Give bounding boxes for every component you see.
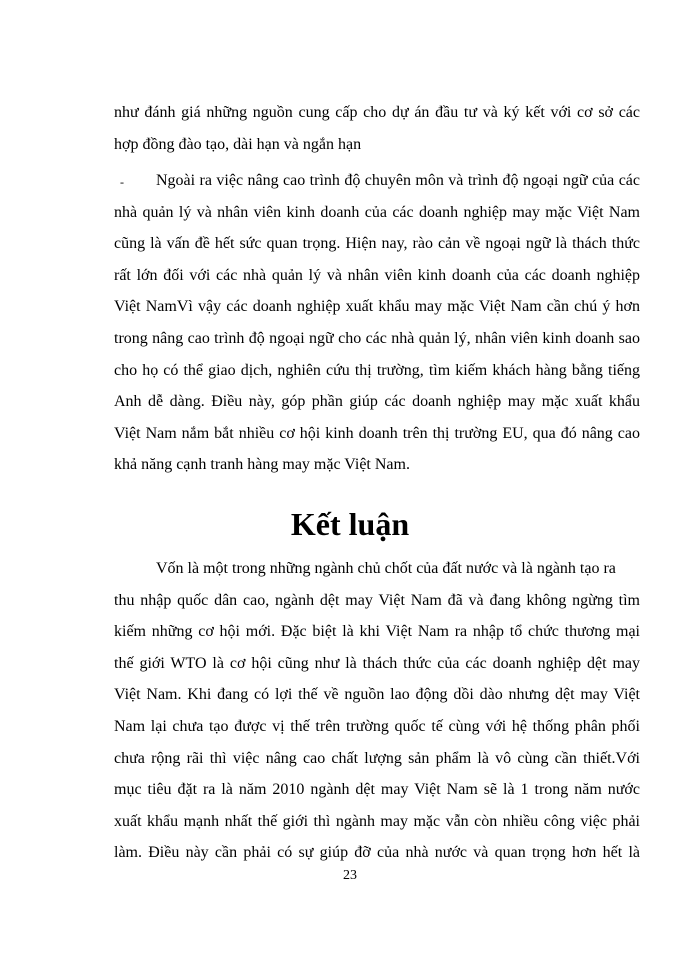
page-number: 23: [343, 868, 357, 883]
paragraph-line: khả năng cạnh tranh hàng may mặc Việt Nam.: [114, 456, 410, 474]
paragraph-line: hợp đồng đào tạo, dài hạn và ngắn hạn: [114, 135, 362, 153]
paragraph-line: Nam lại chưa tạo được vị thế trên trường quốc tế cùng với hệ thống phân phối: [114, 717, 640, 735]
paragraph-line: Việt NamVì vậy các doanh nghiệp xuất khẩu may mặc Việt Nam cần chú ý hơn: [114, 298, 640, 316]
paragraph-line: thu nhập quốc dân cao, ngành dệt may Việt Nam đã và đang không ngừng tìm: [114, 591, 640, 609]
conclusion-paragraph: [114, 553, 640, 869]
paragraph-line: trong nâng cao trình độ ngoại ngữ cho các nhà quản lý, nhân viên kinh doanh sao: [114, 329, 640, 347]
paragraph-line: Vốn là một trong những ngành chủ chốt của đất nước và là ngành tạo ra: [156, 560, 616, 577]
paragraph-line: kiếm những cơ hội mới. Đặc biệt là khi Việt Nam ra nhập tổ chức thương mại: [114, 623, 640, 641]
bullet-first-line: [114, 165, 640, 197]
paragraph-line: như đánh giá những nguồn cung cấp cho dự án đầu tư và ký kết với cơ sở các: [114, 104, 640, 121]
paragraph-line: mục tiêu đặt ra là năm 2010 ngành dệt may Việt Nam sẽ là 1 trong năm nước: [114, 781, 640, 799]
section-heading: Kết luận: [290, 506, 410, 542]
paragraph-line: nhà quản lý và nhân viên kinh doanh của các doanh nghiệp may mặc Việt Nam: [114, 203, 640, 221]
paragraph-line: Ngoài ra việc nâng cao trình độ chuyên môn và trình độ ngoại ngữ của các: [156, 172, 640, 189]
paragraph-line: làm. Điều này cần phải có sự giúp đỡ của nhà nước và quan trọng hơn hết là: [114, 844, 640, 862]
paragraph-continuation: [114, 97, 640, 160]
paragraph-line: thế giới WTO là cơ hội cũng như là thách thức của các doanh nghiệp dệt may: [114, 654, 640, 672]
paragraph-line: Anh dễ dàng. Điều này, góp phần giúp các doanh nghiệp may mặc xuất khẩu: [114, 393, 640, 411]
paragraph-line: Việt Nam nắm bắt nhiều cơ hội kinh doanh trên thị trường EU, qua đó nâng cao: [114, 424, 640, 442]
paragraph-line: cho họ có thể giao dịch, nghiên cứu thị trường, tìm kiếm khách hàng bằng tiếng: [114, 361, 640, 379]
paragraph-line: chưa rộng rãi thì việc nâng cao chất lượng sản phẩm là vô cùng cần thiết.Với: [114, 749, 640, 767]
bullet-marker: -: [120, 175, 124, 189]
paragraph-line: xuất khẩu mạnh nhất thế giới thì ngành may mặc vẫn còn nhiều công việc phải: [114, 812, 640, 830]
paragraph-line: Việt Nam. Khi đang có lợi thế về nguồn lao động dồi dào nhưng dệt may Việt: [114, 686, 640, 704]
bullet-paragraph: [114, 165, 640, 481]
paragraph-line: cũng là vấn đề hết sức quan trọng. Hiện nay, rào cản về ngoại ngữ là thách thức: [114, 235, 640, 253]
paragraph-line: rất lớn đối với các nhà quản lý và nhân viên kinh doanh của các doanh nghiệp: [114, 266, 640, 284]
